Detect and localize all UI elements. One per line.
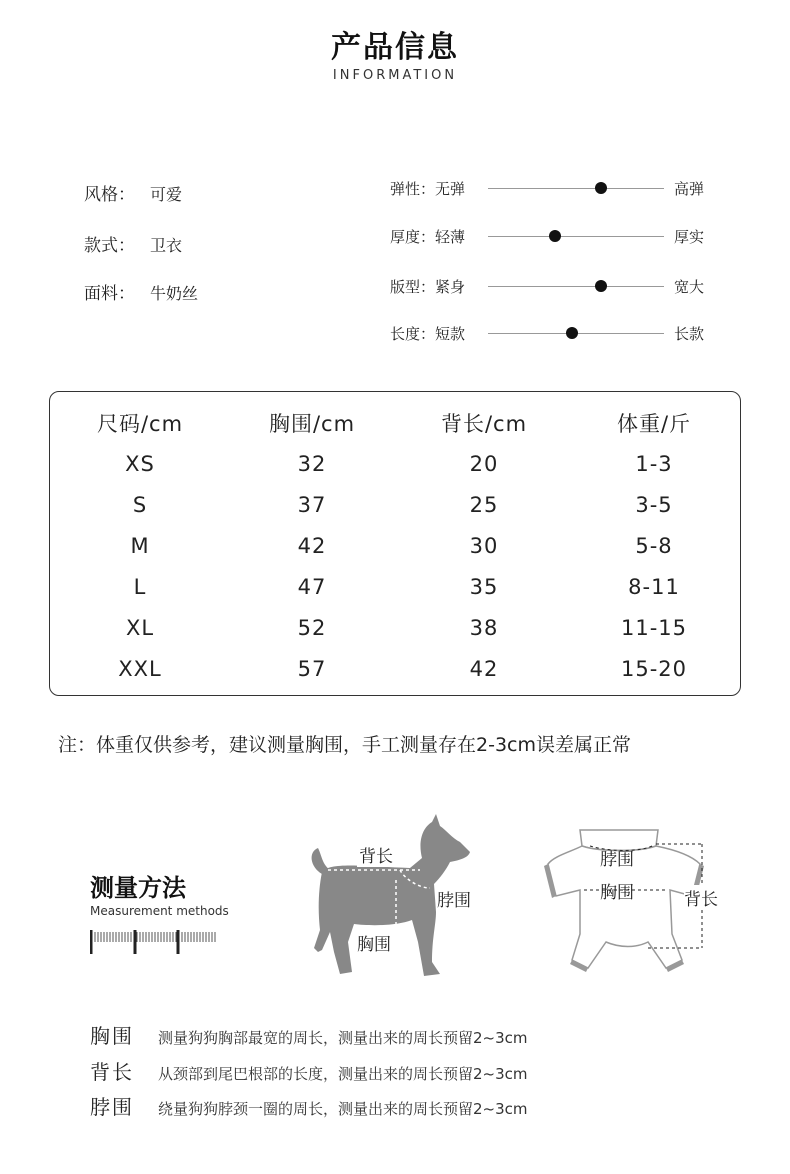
table-cell: 8-11	[628, 575, 680, 599]
attribute-label: 款式：	[84, 236, 135, 256]
scale-track	[488, 286, 664, 287]
page-title: 产品信息	[331, 30, 459, 65]
size-note: 注：体重仅供参考，建议测量胸围，手工测量存在2-3cm误差属正常	[58, 734, 631, 756]
measure-text: 从颈部到尾巴根部的长度，测量出来的周长预留2~3cm	[158, 1065, 528, 1083]
scale-label: 长度：短款	[390, 325, 466, 343]
scale-thickness	[390, 224, 730, 248]
table-cell: XL	[125, 616, 155, 640]
table-cell: 38	[469, 616, 499, 640]
page-subtitle: INFORMATION	[332, 68, 458, 83]
table-cell: XXL	[118, 657, 162, 681]
attribute-value: 牛奶丝	[150, 284, 199, 303]
table-cell: 5-8	[635, 534, 673, 558]
table-cell: 30	[469, 534, 499, 558]
size-table	[49, 391, 741, 696]
scale-dot	[595, 280, 607, 292]
scale-right-label: 高弹	[674, 180, 705, 198]
scale-track	[488, 188, 664, 189]
attribute-value: 卫衣	[150, 236, 183, 255]
shirt-label-back: 背长	[684, 885, 718, 910]
scale-dot	[595, 182, 607, 194]
table-cell: 47	[297, 575, 327, 599]
attribute-label: 风格：	[84, 185, 135, 205]
table-cell: 35	[469, 575, 499, 599]
table-cell: 52	[297, 616, 327, 640]
measurement-subtitle: Measurement methods	[90, 904, 229, 918]
ruler-icon	[90, 926, 220, 956]
table-cell: 1-3	[635, 452, 673, 476]
table-cell: 11-15	[620, 616, 688, 640]
table-cell: 32	[297, 452, 327, 476]
table-cell: L	[133, 575, 147, 599]
scale-fit	[390, 274, 730, 298]
scale-dot	[566, 327, 578, 339]
shirt-label-chest: 胸围	[600, 883, 634, 903]
measurement-title: 测量方法	[90, 874, 186, 902]
table-header-cell: 体重/斤	[616, 412, 692, 436]
scale-right-label: 长款	[674, 325, 705, 343]
measure-desc-chest	[90, 1020, 528, 1049]
table-cell: 20	[469, 452, 499, 476]
dog-label-neck: 脖围	[437, 891, 471, 911]
attribute-fabric	[84, 279, 198, 304]
scale-track	[488, 236, 664, 237]
dog-label-back: 背长	[357, 842, 395, 867]
dog-label-chest: 胸围	[357, 935, 391, 955]
measure-text: 绕量狗狗脖颈一圈的周长，测量出来的周长预留2~3cm	[158, 1100, 528, 1118]
attribute-label: 面料：	[84, 284, 135, 304]
measure-text: 测量狗狗胸部最宽的周长，测量出来的周长预留2~3cm	[158, 1029, 528, 1047]
table-header-cell: 胸围/cm	[268, 412, 356, 436]
scale-label: 厚度：轻薄	[390, 228, 466, 246]
table-cell: 37	[297, 493, 327, 517]
scale-right-label: 宽大	[674, 278, 705, 296]
shirt-label-neck: 脖围	[600, 850, 634, 870]
measure-desc-back	[90, 1056, 528, 1085]
scale-elasticity	[390, 176, 730, 200]
table-header-cell: 背长/cm	[440, 412, 528, 436]
scale-right-label: 厚实	[674, 228, 705, 246]
scale-label: 版型：紧身	[390, 278, 466, 296]
table-cell: 42	[297, 534, 327, 558]
table-cell: XS	[125, 452, 155, 476]
attribute-style	[84, 180, 182, 205]
attribute-type	[84, 231, 182, 256]
table-cell: 3-5	[635, 493, 673, 517]
table-cell: M	[130, 534, 150, 558]
measure-name: 脖围	[90, 1095, 134, 1119]
measure-name: 背长	[90, 1060, 134, 1084]
table-header-cell: 尺码/cm	[96, 412, 184, 436]
measure-name: 胸围	[90, 1024, 134, 1048]
scale-label: 弹性：无弹	[390, 180, 466, 198]
scale-dot	[549, 230, 561, 242]
table-cell: 15-20	[620, 657, 688, 681]
attribute-value: 可爱	[150, 185, 183, 204]
table-cell: 25	[469, 493, 499, 517]
scale-length	[390, 321, 730, 345]
table-cell: 42	[469, 657, 499, 681]
measure-desc-neck	[90, 1091, 528, 1120]
table-cell: 57	[297, 657, 327, 681]
table-cell: S	[132, 493, 148, 517]
